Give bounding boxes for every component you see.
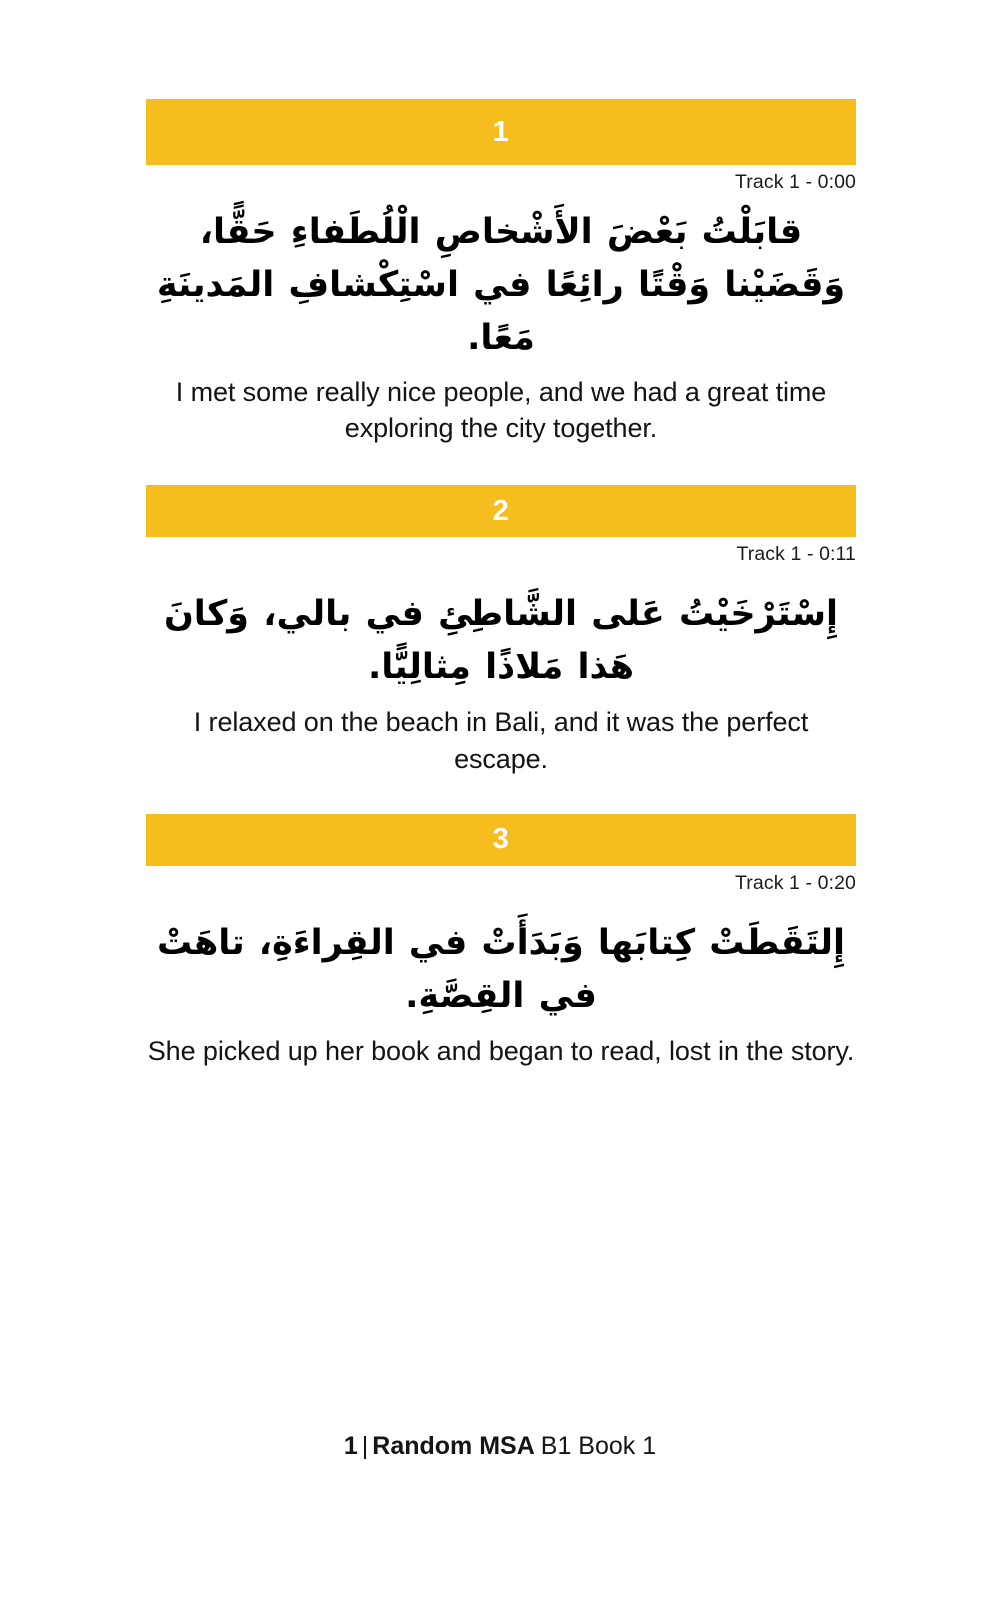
footer-book-level: B1 Book 1 (540, 1432, 657, 1460)
footer-book-brand: Random MSA (372, 1432, 535, 1460)
english-translation: I met some really nice people, and we had a great time exploring the city together. (175, 376, 827, 444)
english-translation: She picked up her book and began to read, lost in the story. (147, 1036, 855, 1067)
sentence-number-banner (146, 99, 856, 165)
arabic-sentence: إِسْتَرْخَيْتُ عَلى الشَّاطِئِ في بالي، وَكانَ هَذا مَلاذًا مِثالِيًّا. (163, 594, 839, 688)
track-label: Track 1 - 0:00 (735, 171, 856, 193)
sentence-number: 2 (492, 494, 510, 527)
english-translation: I relaxed on the beach in Bali, and it was the perfect escape. (193, 707, 809, 775)
track-row (146, 866, 856, 895)
track-label: Track 1 - 0:20 (735, 871, 856, 894)
track-label: Track 1 - 0:11 (736, 543, 856, 565)
page-footer (0, 1432, 1000, 1461)
sentence-number: 3 (492, 823, 510, 856)
track-row (146, 165, 856, 194)
track-row (146, 537, 856, 566)
arabic-sentence: قابَلْتُ بَعْضَ الأَشْخاصِ الْلُطَفاءِ حَقًّا، وَقَضَيْنا وَقْتًا رائِعًا في اسْتِكْشافِ المَدينَةِ مَعًا. (156, 212, 846, 359)
sentence-block (146, 814, 856, 1070)
sentence-block (146, 485, 856, 778)
sentence-number: 1 (492, 115, 510, 148)
sentence-block (146, 99, 856, 447)
arabic-sentence: إِلتَقَطَتْ كِتابَها وَبَدَأَتْ في القِراءَةِ، تاهَتْ في القِصَّةِ. (156, 922, 846, 1016)
sentence-number-banner (146, 485, 856, 537)
footer-page-number: 1 (343, 1432, 358, 1460)
sentence-list (146, 99, 856, 1098)
sentence-number-banner (146, 814, 856, 866)
footer-divider: | (361, 1432, 369, 1460)
